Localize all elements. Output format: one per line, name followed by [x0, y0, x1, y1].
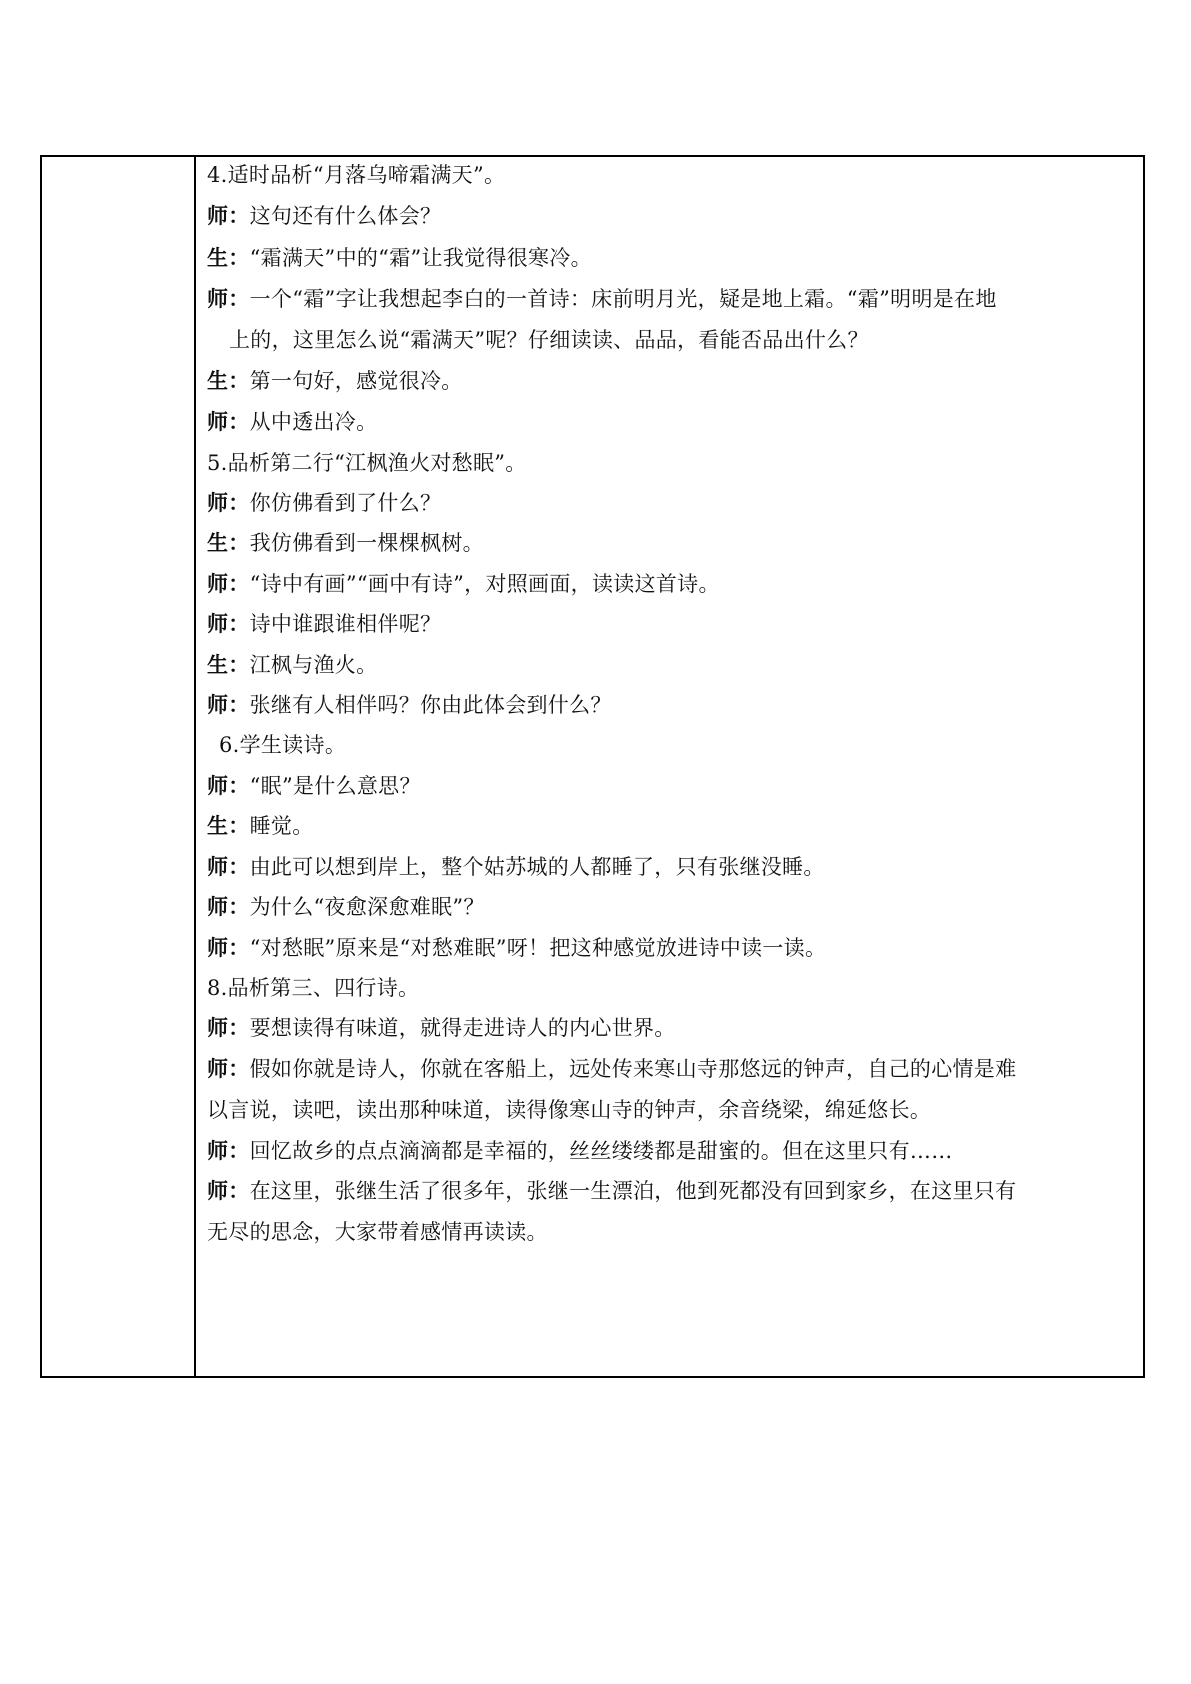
line-text: 4.适时品析“月落乌啼霜满天”。: [207, 163, 506, 187]
speaker-label: 师：: [207, 936, 250, 960]
text-line: [207, 366, 1135, 396]
text-line: [207, 771, 1135, 801]
line-text: 由此可以想到岸上，整个姑苏城的人都睡了，只有张继没睡。: [249, 855, 825, 879]
speaker-label: 师：: [207, 1016, 250, 1040]
speaker-label: 师：: [207, 855, 250, 879]
text-line: [219, 730, 1135, 760]
text-line: [207, 1054, 1135, 1084]
line-text: 诗中谁跟谁相伴呢？: [249, 612, 442, 636]
text-line: [207, 892, 1135, 922]
text-line: [207, 1176, 1135, 1206]
text-line: [207, 973, 1135, 1003]
table-content-column: [196, 157, 1143, 1376]
text-line: [207, 1217, 1135, 1247]
line-text: 第一句好，感觉很冷。: [249, 369, 463, 393]
speaker-label: 生：: [207, 653, 250, 677]
speaker-label: 生：: [207, 531, 250, 555]
line-text: 你仿佛看到了什么？: [249, 491, 442, 515]
line-text: 张继有人相伴吗？你由此体会到什么？: [249, 693, 612, 717]
text-line: [207, 811, 1135, 841]
line-text: “诗中有画”“画中有诗”，对照画面，读读这首诗。: [249, 572, 720, 596]
text-line: [207, 933, 1135, 963]
text-line: [207, 284, 1135, 314]
line-text: 要想读得有味道，就得走进诗人的内心世界。: [249, 1016, 676, 1040]
lesson-table: [40, 155, 1145, 1378]
text-line: [207, 609, 1135, 639]
table-left-column: [42, 157, 196, 1376]
text-line: [207, 528, 1135, 558]
speaker-label: 师：: [207, 693, 250, 717]
text-line: [207, 488, 1135, 518]
line-text: 我仿佛看到一棵棵枫树。: [249, 531, 484, 555]
text-line: [207, 852, 1135, 882]
speaker-label: 师：: [207, 1179, 250, 1203]
speaker-label: 师：: [207, 572, 250, 596]
speaker-label: 生：: [207, 246, 250, 270]
text-line: [207, 569, 1135, 599]
text-line: [207, 1095, 1135, 1125]
speaker-label: 师：: [207, 410, 250, 434]
text-line: [229, 325, 1135, 355]
line-text: 假如你就是诗人，你就在客船上，远处传来寒山寺那悠远的钟声，自己的心情是难: [249, 1057, 1017, 1081]
line-text: 江枫与渔火。: [249, 653, 378, 677]
speaker-label: 生：: [207, 369, 250, 393]
speaker-label: 生：: [207, 814, 250, 838]
line-text: “霜满天”中的“霜”让我觉得很寒冷。: [249, 246, 592, 270]
text-line: [207, 690, 1135, 720]
text-line: [207, 407, 1135, 437]
line-text: “眠”是什么意思？: [249, 774, 421, 798]
speaker-label: 师：: [207, 895, 250, 919]
text-line: [207, 160, 1135, 190]
speaker-label: 师：: [207, 204, 250, 228]
line-text: 睡觉。: [249, 814, 314, 838]
speaker-label: 师：: [207, 1139, 250, 1163]
text-line: [207, 1013, 1135, 1043]
text-line: [207, 650, 1135, 680]
line-text: 上的，这里怎么说“霜满天”呢？仔细读读、品品，看能否品出什么？: [229, 328, 869, 352]
line-text: 为什么“夜愈深愈难眠”？: [249, 895, 485, 919]
speaker-label: 师：: [207, 287, 250, 311]
line-text: 回忆故乡的点点滴滴都是幸福的，丝丝缕缕都是甜蜜的。但在这里只有……: [249, 1139, 953, 1163]
line-text: 无尽的思念，大家带着感情再读读。: [207, 1220, 548, 1244]
line-text: 以言说，读吧，读出那种味道，读得像寒山寺的钟声，余音绕梁，绵延悠长。: [207, 1098, 932, 1122]
text-line: [207, 1136, 1135, 1166]
line-text: 6.学生读诗。: [219, 733, 347, 757]
line-text: 一个“霜”字让我想起李白的一首诗：床前明月光，疑是地上霜。“霜”明明是在地: [249, 287, 997, 311]
speaker-label: 师：: [207, 612, 250, 636]
speaker-label: 师：: [207, 491, 250, 515]
text-line: [207, 243, 1135, 273]
text-line: [207, 201, 1135, 231]
line-text: “对愁眠”原来是“对愁难眠”呀！把这种感觉放进诗中读一读。: [249, 936, 827, 960]
text-line: [207, 448, 1135, 478]
speaker-label: 师：: [207, 1057, 250, 1081]
line-text: 从中透出冷。: [249, 410, 378, 434]
line-text: 5.品析第二行“江枫渔火对愁眠”。: [207, 451, 527, 475]
speaker-label: 师：: [207, 774, 250, 798]
line-text: 在这里，张继生活了很多年，张继一生漂泊，他到死都没有回到家乡，在这里只有: [249, 1179, 1017, 1203]
line-text: 8.品析第三、四行诗。: [207, 976, 420, 1000]
line-text: 这句还有什么体会？: [249, 204, 442, 228]
